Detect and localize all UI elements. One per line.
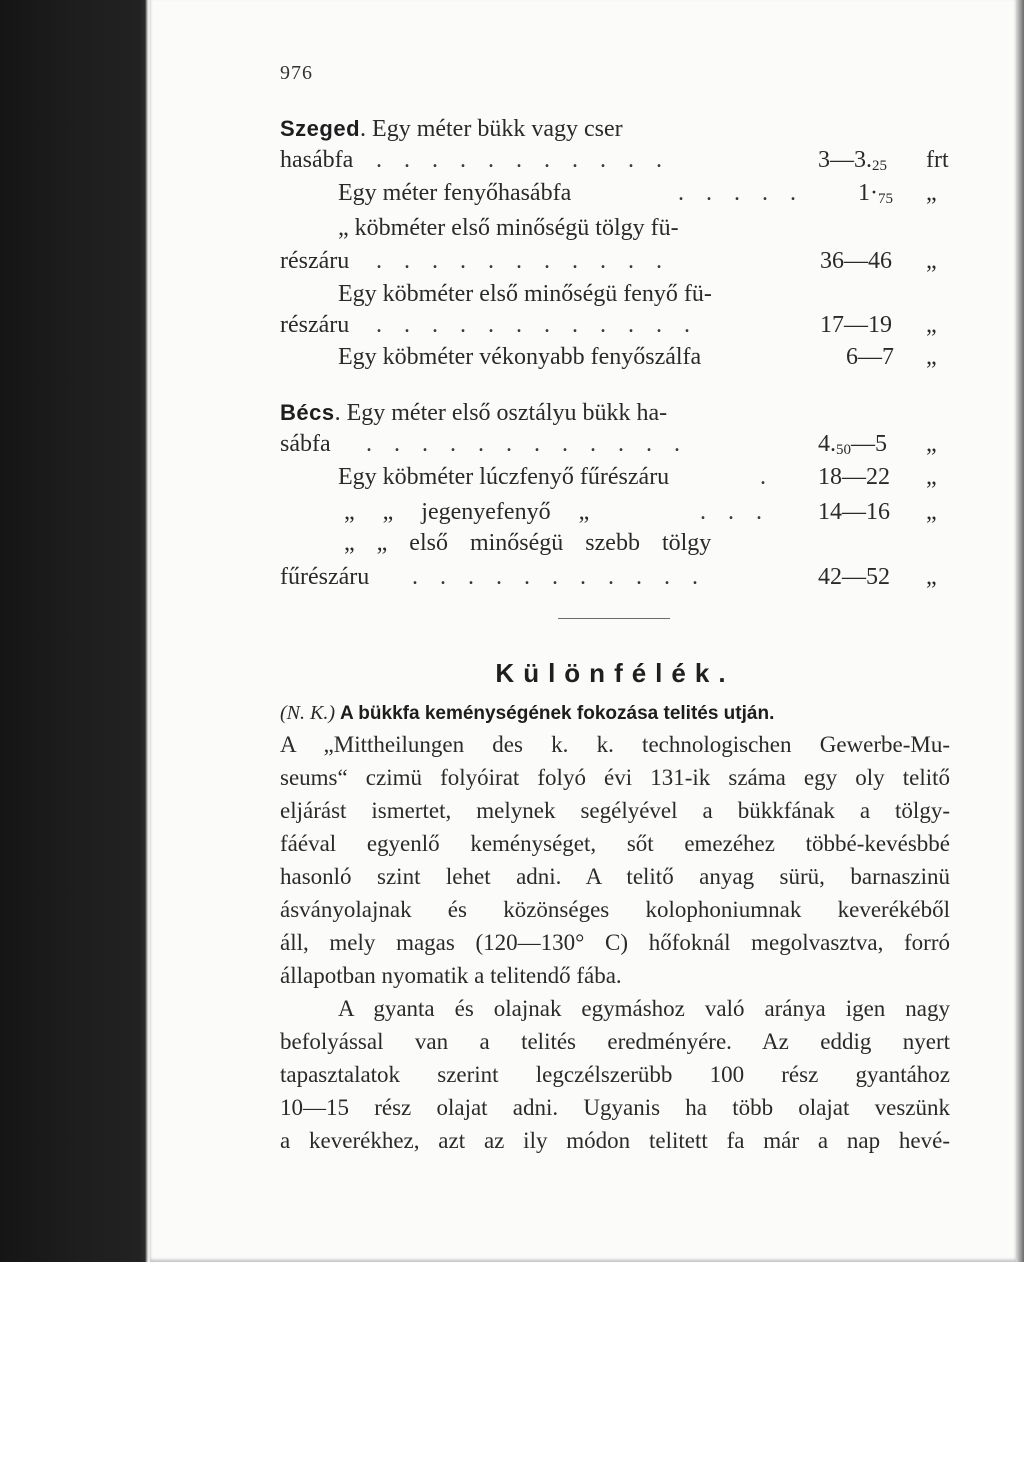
city-szeged: Szeged [280, 116, 361, 141]
text-line: seums“ czimü folyóirat folyó évi 131-ik száma egy oly telitő [280, 765, 950, 790]
price-value: 36—46 [820, 248, 892, 274]
price-value: $3—3._{25}$ [818, 147, 887, 174]
text-line: fáéval egyenlő keménységet, sőt emezéhez többé-kevésbbé [280, 831, 950, 856]
page-number: 976 [280, 62, 313, 84]
price-unit: „ [926, 312, 937, 338]
price-value: 17—19 [820, 312, 892, 338]
price-unit: „ [926, 564, 937, 590]
article-heading [280, 702, 774, 725]
article-author: (N. K.) [280, 702, 335, 724]
leader-dots: . . . . . . . . . . . . [376, 312, 698, 338]
price-row [280, 342, 950, 372]
price-label-prefix-line [280, 279, 712, 309]
price-unit: „ [926, 464, 937, 490]
price-label: részáru [280, 248, 350, 274]
article-title: A bükkfa keménységének fokozása telités utján. [340, 703, 775, 724]
price-label-prefix: Egy méter első osztályu bükk ha- [346, 400, 668, 426]
price-label: sábfa [280, 431, 331, 457]
leader-dots: . . . . . . . . . . . . [366, 431, 688, 457]
price-label: Egy méter fenyőhasábfa [338, 180, 572, 206]
text-line: A gyanta és olajnak egymáshoz való aránya igen nagy [338, 996, 950, 1021]
price-row [280, 178, 950, 208]
text-line: hasonló szint lehet adni. A telitő anyag sürü, barnaszinü [280, 864, 950, 889]
price-label-prefix: Egy köbméter első minőségü fenyő fü- [338, 281, 712, 307]
price-value: 18—22 [818, 464, 890, 490]
price-label-prefix-line [280, 528, 711, 558]
leader-dots: . . . . . . . . . . . [376, 147, 670, 173]
price-row [280, 462, 950, 492]
szeged-heading-line: Szeged. Egy méter bükk vagy cser [280, 116, 623, 142]
price-row [280, 562, 950, 592]
price-label: hasábfa [280, 147, 354, 173]
price-value: $1\cdot_{75}$ [858, 180, 893, 207]
article-paragraph-1 [280, 728, 950, 992]
price-value: $4._{50}—5$ [818, 431, 887, 458]
price-row [280, 429, 950, 459]
price-row [280, 497, 950, 527]
price-label-prefix: „ köbméter első minőségü tölgy fü- [338, 215, 679, 241]
price-label-prefix-line [280, 213, 679, 243]
price-row [280, 310, 950, 340]
text-line: a keverékhez, azt az ily módon telitett fa már a nap hevé- [280, 1128, 950, 1153]
price-label: „ „ jegenyefenyő „ [344, 499, 590, 525]
price-unit: „ [926, 248, 937, 274]
price-value: 14—16 [818, 499, 890, 525]
price-row [280, 145, 950, 175]
text-line: eljárást ismertet, melynek segélyével a bükkfának a tölgy- [280, 798, 950, 823]
scan-right-edge [1016, 0, 1024, 1457]
text-line: ásványolajnak és közönséges kolophoniumnak keverékéből [280, 897, 950, 922]
leader-dots: . . . . . [678, 180, 804, 206]
text-line: befolyással van a telités eredményére. Az eddig nyert [280, 1029, 950, 1054]
price-unit: frt [926, 147, 949, 173]
price-label-prefix: „ „ első minőségü szebb tölgy [344, 530, 712, 556]
price-label: fűrészáru [280, 564, 370, 590]
price-label: részáru [280, 312, 350, 338]
price-label: Egy köbméter lúczfenyő fűrészáru [338, 464, 670, 490]
leader-dots: . [760, 464, 774, 490]
article-paragraph-2 [280, 992, 950, 1157]
price-label-prefix: Egy méter bükk vagy cser [372, 116, 623, 142]
scan-bottom-area [0, 1262, 1024, 1457]
section-divider [558, 618, 670, 619]
leader-dots: . . . . . . . . . . . [376, 248, 670, 274]
price-unit: „ [926, 499, 937, 525]
becs-heading-line: Bécs. Egy méter első osztályu bükk ha- [280, 400, 668, 426]
text-line: áll, mely magas (120—130° C) hőfoknál megolvasztva, forró [280, 930, 950, 955]
text-line: A „Mittheilungen des k. k. technologischen Gewerbe-Mu- [280, 732, 950, 757]
text-line: 10—15 rész olajat adni. Ugyanis ha több olajat veszünk [280, 1095, 950, 1120]
leader-dots: . . . [700, 499, 770, 525]
price-unit: „ [926, 431, 937, 457]
price-label: Egy köbméter vékonyabb fenyőszálfa [338, 344, 702, 370]
section-title: Különfélék. [495, 658, 735, 688]
city-becs: Bécs [280, 400, 335, 425]
text-line: állapotban nyomatik a telitendő fába. [280, 963, 622, 988]
price-value: 6—7 [846, 344, 894, 370]
text-line: tapasztalatok szerint legczélszerübb 100 rész gyantához [280, 1062, 950, 1087]
leader-dots: . . . . . . . . . . . [412, 564, 706, 590]
price-unit: „ [926, 180, 937, 206]
price-unit: „ [926, 344, 937, 370]
price-row [280, 246, 950, 276]
price-value: 42—52 [818, 564, 890, 590]
